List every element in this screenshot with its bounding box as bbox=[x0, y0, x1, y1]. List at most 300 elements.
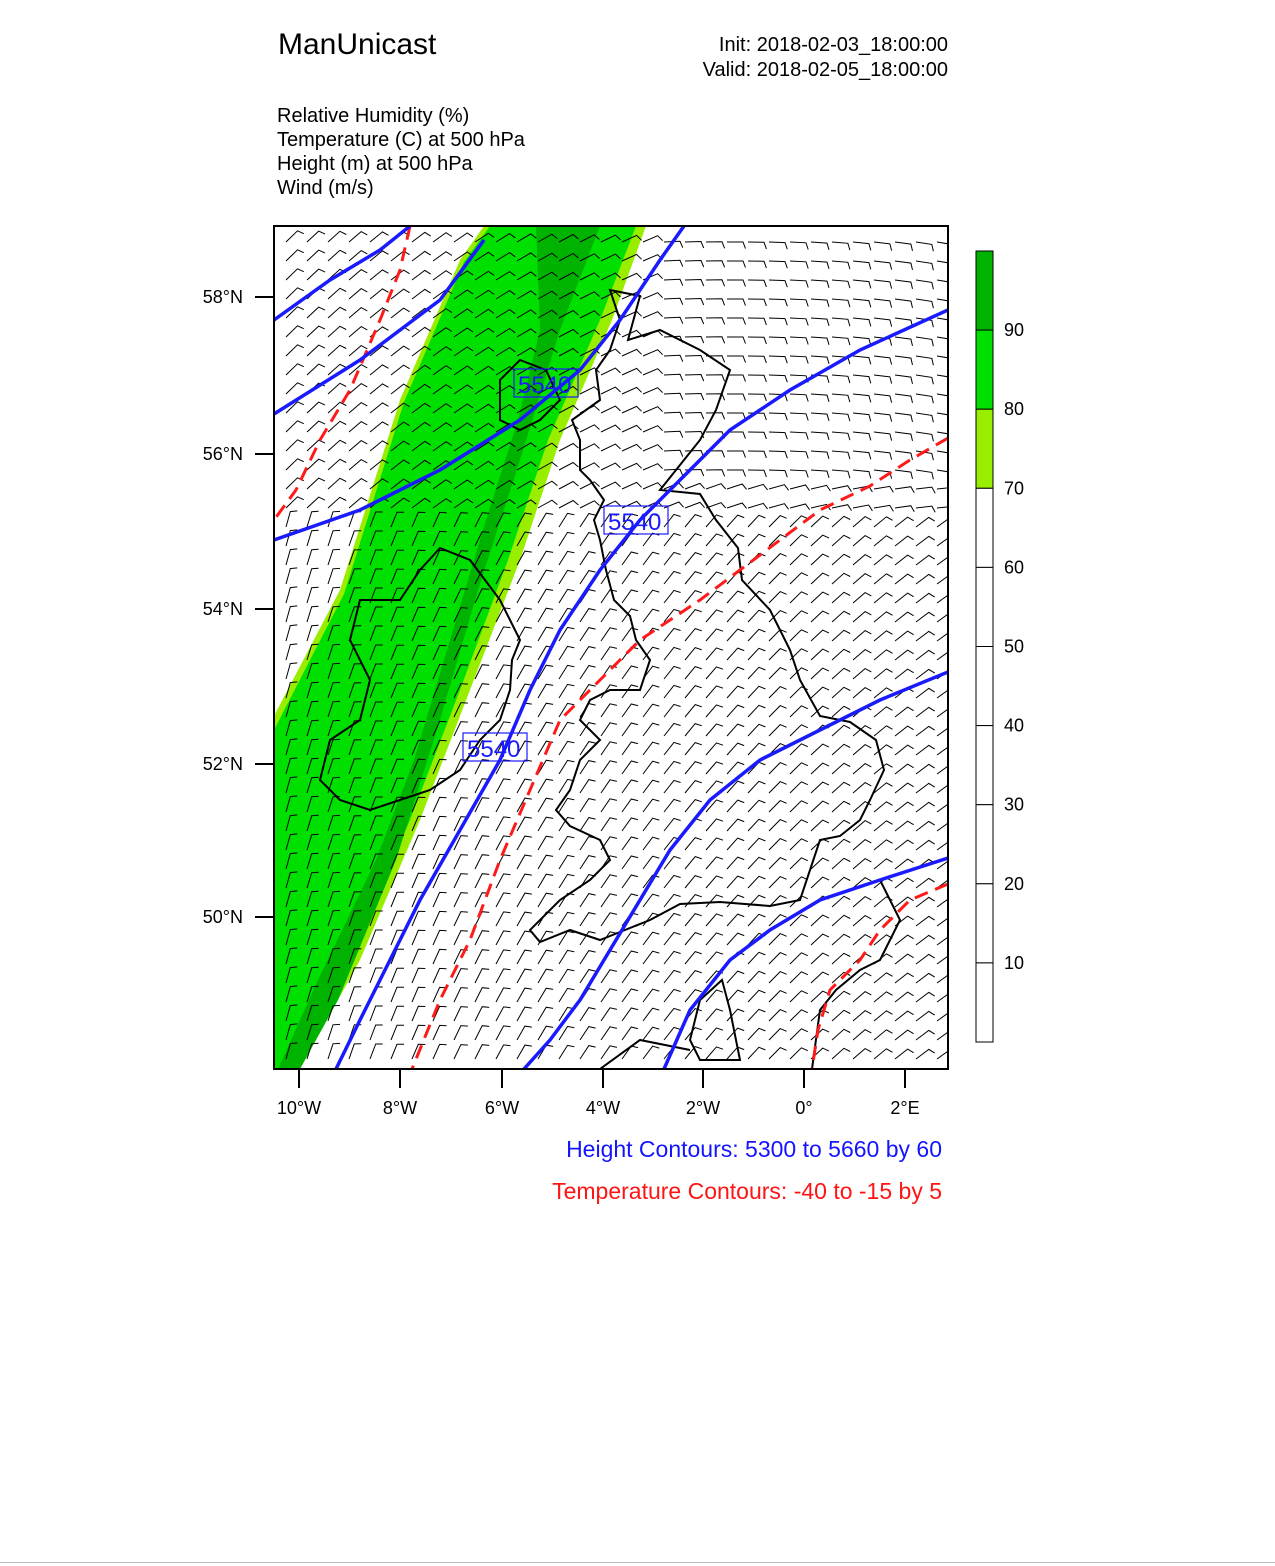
wind-barb bbox=[895, 669, 914, 679]
wind-barb bbox=[643, 742, 659, 755]
wind-barb bbox=[748, 261, 766, 268]
wind-barb bbox=[937, 1050, 956, 1059]
wind-barb bbox=[517, 1007, 532, 1021]
wind-barb bbox=[559, 589, 574, 603]
wind-barb bbox=[685, 648, 702, 660]
wind-barb bbox=[370, 930, 383, 945]
wind-barb bbox=[727, 242, 746, 249]
wind-barb bbox=[412, 289, 431, 299]
wind-barb bbox=[601, 628, 617, 641]
wind-barb bbox=[286, 364, 304, 375]
wind-barb bbox=[412, 232, 431, 242]
wind-barb bbox=[727, 375, 746, 382]
wind-barb bbox=[706, 819, 723, 831]
wind-barb bbox=[580, 1008, 596, 1021]
wind-barb bbox=[643, 388, 663, 394]
wind-barb bbox=[643, 761, 659, 774]
wind-barb bbox=[286, 421, 304, 432]
wind-barb bbox=[370, 1044, 383, 1059]
wind-barb bbox=[664, 799, 681, 812]
wind-barb bbox=[706, 724, 723, 736]
wind-barb bbox=[517, 722, 532, 736]
wind-barb bbox=[748, 451, 766, 458]
wind-barb bbox=[895, 650, 914, 660]
wind-barb bbox=[916, 783, 935, 793]
wind-barb bbox=[790, 820, 808, 831]
wind-barb bbox=[853, 612, 871, 622]
wind-barb bbox=[643, 1027, 659, 1040]
wind-barb bbox=[685, 413, 704, 420]
wind-barb bbox=[916, 574, 935, 584]
wind-barb bbox=[937, 689, 956, 698]
wind-barb bbox=[349, 1044, 361, 1059]
wind-barb bbox=[706, 299, 725, 306]
wind-barb bbox=[664, 951, 681, 964]
wind-barb bbox=[538, 988, 553, 1002]
wind-barb bbox=[643, 932, 659, 945]
wind-barb bbox=[685, 667, 702, 679]
wind-barb bbox=[853, 593, 871, 603]
wind-barb bbox=[832, 554, 850, 565]
wind-barb bbox=[328, 421, 346, 432]
wind-barb bbox=[601, 1046, 617, 1059]
wind-barb bbox=[832, 516, 850, 527]
wind-barb bbox=[349, 403, 367, 413]
wind-barb bbox=[664, 590, 681, 603]
wind-barb bbox=[748, 971, 765, 983]
wind-barb bbox=[727, 971, 744, 983]
wind-barb bbox=[307, 459, 325, 470]
wind-barb bbox=[916, 280, 933, 289]
wind-barb bbox=[916, 261, 933, 270]
wind-barb bbox=[328, 307, 346, 318]
wind-barb bbox=[328, 383, 346, 394]
wind-barb bbox=[475, 703, 489, 717]
wind-barb bbox=[328, 549, 340, 565]
wind-barb bbox=[937, 727, 956, 736]
wind-barb bbox=[769, 877, 787, 888]
wind-barb bbox=[874, 1030, 893, 1040]
wind-barb bbox=[937, 822, 956, 831]
wind-barb bbox=[853, 916, 871, 926]
wind-barb bbox=[685, 743, 702, 755]
wind-barb bbox=[832, 953, 850, 964]
wind-barb bbox=[496, 931, 511, 945]
wind-barb bbox=[832, 744, 850, 755]
wind-barb bbox=[538, 500, 557, 508]
wind-barb bbox=[433, 233, 452, 242]
wind-barb bbox=[349, 232, 367, 242]
wind-barb bbox=[853, 1011, 871, 1021]
wind-barb bbox=[559, 817, 574, 831]
wind-barb bbox=[937, 537, 956, 546]
wind-barb bbox=[706, 762, 723, 774]
wind-barb bbox=[391, 308, 410, 318]
wind-barb bbox=[706, 337, 725, 344]
wind-barb bbox=[811, 485, 831, 491]
wind-barb bbox=[685, 800, 702, 812]
wind-barb bbox=[580, 818, 596, 831]
wind-barb bbox=[286, 497, 304, 508]
wind-barb bbox=[328, 345, 346, 356]
wind-barb bbox=[601, 1027, 617, 1040]
wind-barb bbox=[748, 484, 768, 490]
wind-barb bbox=[769, 839, 787, 850]
wind-barb bbox=[727, 299, 746, 306]
wind-barb bbox=[790, 413, 808, 421]
wind-barb bbox=[286, 511, 297, 527]
wind-barb bbox=[706, 280, 725, 287]
wind-barb bbox=[832, 687, 850, 698]
wind-barb bbox=[433, 930, 447, 945]
wind-barb bbox=[727, 724, 744, 736]
wind-barb bbox=[769, 413, 787, 420]
wind-barb bbox=[307, 345, 325, 356]
wind-barb bbox=[685, 242, 704, 249]
wind-barb bbox=[811, 242, 829, 250]
wind-barb bbox=[895, 470, 913, 479]
wind-barb bbox=[874, 802, 893, 812]
variable-wind: Wind (m/s) bbox=[277, 177, 374, 199]
lon-tick-label: 0° bbox=[795, 1098, 813, 1118]
wind-barb bbox=[769, 858, 787, 869]
wind-barb bbox=[559, 741, 574, 755]
wind-barb bbox=[853, 764, 871, 774]
wind-barb bbox=[916, 612, 935, 622]
wind-barb bbox=[832, 896, 850, 907]
wind-barb bbox=[517, 836, 532, 850]
wind-barb bbox=[664, 431, 683, 437]
wind-barb bbox=[769, 801, 787, 812]
page-bottom-rule bbox=[0, 1562, 1275, 1563]
wind-barb bbox=[559, 836, 574, 850]
wind-barb bbox=[874, 242, 892, 251]
wind-barb bbox=[769, 261, 787, 268]
wind-barb bbox=[643, 723, 659, 736]
wind-barb bbox=[748, 503, 768, 509]
wind-barb bbox=[769, 592, 787, 603]
wind-barb bbox=[559, 532, 574, 546]
wind-barb bbox=[937, 242, 954, 252]
wind-barb bbox=[580, 666, 596, 679]
wind-barb bbox=[895, 1049, 914, 1059]
wind-barb bbox=[433, 949, 447, 964]
wind-barb bbox=[643, 407, 663, 413]
wind-barb bbox=[580, 799, 596, 812]
wind-barb bbox=[496, 969, 511, 983]
wind-barb bbox=[874, 973, 893, 983]
wind-barb bbox=[832, 535, 850, 546]
wind-barb bbox=[874, 318, 892, 327]
wind-barb bbox=[790, 858, 808, 869]
lon-tick-label: 6°W bbox=[484, 1098, 520, 1118]
wind-barb bbox=[559, 874, 574, 888]
wind-barb bbox=[811, 820, 829, 831]
wind-barb bbox=[580, 463, 600, 470]
wind-barb bbox=[916, 517, 935, 527]
wind-barb bbox=[748, 1009, 765, 1021]
wind-barb bbox=[769, 1048, 787, 1059]
wind-barb bbox=[727, 857, 744, 869]
wind-barb bbox=[811, 592, 829, 603]
colorbar-swatch bbox=[976, 330, 993, 409]
wind-barb bbox=[643, 445, 663, 451]
wind-barb bbox=[832, 763, 850, 774]
wind-barb bbox=[391, 987, 404, 1002]
wind-barb bbox=[916, 536, 935, 546]
wind-barb bbox=[916, 897, 935, 907]
wind-barb bbox=[349, 460, 367, 470]
wind-barb bbox=[811, 261, 829, 269]
wind-barb bbox=[601, 368, 621, 375]
wind-barb bbox=[748, 242, 766, 249]
lon-tick-label: 10°W bbox=[276, 1098, 322, 1118]
wind-barb bbox=[622, 387, 642, 394]
wind-barb bbox=[937, 632, 956, 641]
wind-barb bbox=[580, 951, 596, 964]
wind-barb bbox=[895, 745, 914, 755]
wind-barb bbox=[496, 1007, 511, 1021]
wind-barb bbox=[601, 387, 621, 394]
wind-barb bbox=[748, 667, 765, 679]
wind-barb bbox=[706, 484, 726, 489]
wind-barb bbox=[937, 487, 956, 493]
wind-barb bbox=[937, 1012, 956, 1021]
wind-barb bbox=[937, 841, 956, 850]
wind-barb bbox=[307, 364, 325, 375]
wind-barb bbox=[937, 518, 956, 527]
wind-barb bbox=[517, 589, 532, 603]
lon-tick-label: 2°E bbox=[890, 1098, 920, 1118]
wind-barb bbox=[538, 532, 553, 546]
wind-barb bbox=[286, 383, 304, 394]
wind-barb bbox=[706, 743, 723, 755]
wind-barb bbox=[937, 318, 954, 328]
wind-barb bbox=[496, 1045, 511, 1059]
wind-barb bbox=[811, 554, 829, 565]
wind-barb bbox=[559, 444, 578, 452]
lon-tick-label: 4°W bbox=[585, 1098, 621, 1118]
wind-barb bbox=[664, 502, 684, 508]
wind-barb bbox=[664, 552, 681, 565]
wind-barb bbox=[727, 280, 746, 287]
wind-barb bbox=[706, 933, 723, 945]
wind-barb bbox=[370, 403, 389, 413]
contour-label-5540: 5540 bbox=[518, 372, 572, 399]
wind-barb bbox=[916, 432, 933, 441]
wind-barb bbox=[643, 780, 659, 793]
wind-barb bbox=[454, 855, 468, 869]
wind-barb bbox=[811, 630, 829, 641]
wind-barb bbox=[433, 892, 447, 907]
wind-barb bbox=[874, 1011, 893, 1021]
wind-barb bbox=[790, 356, 808, 364]
wind-barb bbox=[286, 459, 304, 470]
wind-barb bbox=[832, 801, 850, 812]
wind-barb bbox=[832, 413, 850, 421]
wind-barb bbox=[706, 610, 723, 622]
wind-barb bbox=[685, 857, 702, 869]
wind-barb bbox=[706, 261, 725, 268]
wind-barb bbox=[391, 289, 410, 299]
wind-barb bbox=[286, 231, 304, 242]
wind-barb bbox=[601, 609, 617, 622]
wind-barb bbox=[790, 1029, 808, 1040]
wind-barb bbox=[601, 425, 621, 432]
wind-barb bbox=[727, 629, 744, 641]
wind-barb bbox=[454, 893, 468, 907]
wind-barb bbox=[559, 722, 574, 736]
wind-barb bbox=[832, 839, 850, 850]
wind-barb bbox=[937, 594, 956, 603]
wind-barb bbox=[748, 432, 766, 439]
wind-barb bbox=[811, 432, 829, 440]
wind-barb bbox=[748, 534, 765, 546]
wind-barb bbox=[748, 705, 765, 717]
wind-barb bbox=[370, 949, 383, 964]
wind-barb bbox=[811, 337, 829, 345]
wind-barb bbox=[874, 593, 893, 603]
wind-barb bbox=[790, 782, 808, 793]
wind-barb bbox=[412, 270, 431, 280]
wind-barb bbox=[622, 1008, 638, 1021]
wind-barb bbox=[433, 1025, 447, 1040]
wind-barb bbox=[916, 650, 935, 660]
wind-barb bbox=[643, 1046, 659, 1059]
wind-barb bbox=[769, 991, 787, 1002]
wind-barb bbox=[874, 669, 893, 679]
wind-barb bbox=[622, 482, 642, 489]
wind-barb bbox=[874, 517, 893, 527]
wind-barb bbox=[895, 707, 914, 717]
wind-barb bbox=[727, 705, 744, 717]
wind-barb bbox=[664, 875, 681, 888]
wind-barb bbox=[937, 974, 956, 983]
wind-barb bbox=[328, 1043, 340, 1059]
wind-barb bbox=[769, 337, 787, 344]
wind-barb bbox=[811, 516, 829, 527]
wind-barb bbox=[916, 840, 935, 850]
wind-barb bbox=[769, 649, 787, 660]
wind-barb bbox=[580, 647, 596, 660]
colorbar-swatch bbox=[976, 884, 993, 963]
wind-barb bbox=[412, 968, 425, 983]
wind-barb bbox=[916, 802, 935, 812]
wind-barb bbox=[307, 587, 319, 603]
wind-barb bbox=[286, 606, 297, 622]
wind-barb bbox=[622, 552, 638, 565]
wind-barb bbox=[895, 764, 914, 774]
wind-barb bbox=[937, 765, 956, 774]
wind-barb bbox=[685, 705, 702, 717]
wind-barb bbox=[937, 898, 956, 907]
wind-barb bbox=[832, 261, 850, 269]
wind-barb bbox=[622, 501, 642, 508]
wind-barb bbox=[685, 280, 704, 287]
wind-barb bbox=[727, 610, 744, 622]
wind-barb bbox=[475, 969, 489, 983]
lon-tick-label: 2°W bbox=[685, 1098, 721, 1118]
wind-barb bbox=[622, 856, 638, 869]
wind-barb bbox=[517, 646, 532, 660]
wind-barb bbox=[748, 914, 765, 926]
wind-barb bbox=[937, 917, 956, 926]
wind-barb bbox=[895, 356, 913, 365]
wind-barb bbox=[517, 665, 532, 679]
wind-barb bbox=[727, 394, 746, 401]
wind-barb bbox=[559, 855, 574, 869]
wind-barb bbox=[937, 506, 956, 512]
wind-barb bbox=[664, 317, 683, 323]
wind-barb bbox=[769, 953, 787, 964]
wind-barb bbox=[706, 413, 725, 420]
wind-barb bbox=[790, 337, 808, 345]
wind-barb bbox=[832, 782, 850, 793]
wind-barb bbox=[664, 374, 683, 380]
wind-barb bbox=[559, 912, 574, 926]
wind-barb bbox=[433, 835, 447, 850]
wind-barb bbox=[706, 242, 725, 249]
wind-barb bbox=[601, 742, 617, 755]
wind-barb bbox=[328, 478, 346, 489]
longitude-axis bbox=[277, 1069, 920, 1118]
wind-barb bbox=[727, 933, 744, 945]
wind-barb bbox=[559, 646, 574, 660]
wind-barb bbox=[685, 876, 702, 888]
colorbar-label: 90 bbox=[1004, 320, 1025, 341]
temperature-contours-caption: Temperature Contours: -40 to -15 by 5 bbox=[552, 1178, 942, 1204]
wind-barb bbox=[307, 606, 319, 622]
wind-barb bbox=[937, 575, 956, 584]
wind-barb bbox=[790, 318, 808, 326]
wind-barb bbox=[622, 425, 642, 432]
wind-barb bbox=[496, 988, 511, 1002]
wind-barb bbox=[622, 989, 638, 1002]
wind-barb bbox=[601, 780, 617, 793]
wind-barb bbox=[370, 384, 389, 394]
wind-barb bbox=[895, 973, 914, 983]
wind-barb bbox=[475, 817, 489, 831]
wind-barb bbox=[601, 818, 617, 831]
wind-barb bbox=[685, 971, 702, 983]
wind-barb bbox=[391, 968, 404, 983]
wind-barb bbox=[517, 950, 532, 964]
wind-barb bbox=[538, 779, 553, 793]
wind-barb bbox=[307, 478, 325, 489]
wind-barb bbox=[727, 470, 746, 477]
wind-barb bbox=[727, 432, 746, 439]
wind-barb bbox=[769, 451, 787, 458]
wind-barb bbox=[832, 242, 850, 250]
wind-barb bbox=[853, 318, 871, 326]
wind-barb bbox=[727, 451, 746, 458]
wind-barb bbox=[937, 394, 954, 404]
wind-barb bbox=[685, 515, 702, 527]
lat-tick-label: 52°N bbox=[202, 754, 243, 774]
wind-barb bbox=[307, 307, 325, 318]
wind-barb bbox=[769, 280, 787, 287]
wind-barb bbox=[916, 726, 935, 736]
wind-barb bbox=[559, 798, 574, 812]
wind-barb bbox=[622, 590, 638, 603]
wind-barb bbox=[538, 950, 553, 964]
wind-barb bbox=[727, 876, 744, 888]
wind-barb bbox=[853, 505, 872, 511]
wind-barb bbox=[685, 502, 705, 508]
wind-barb bbox=[538, 722, 553, 736]
wind-barb bbox=[916, 1011, 935, 1021]
wind-barb bbox=[328, 497, 346, 508]
